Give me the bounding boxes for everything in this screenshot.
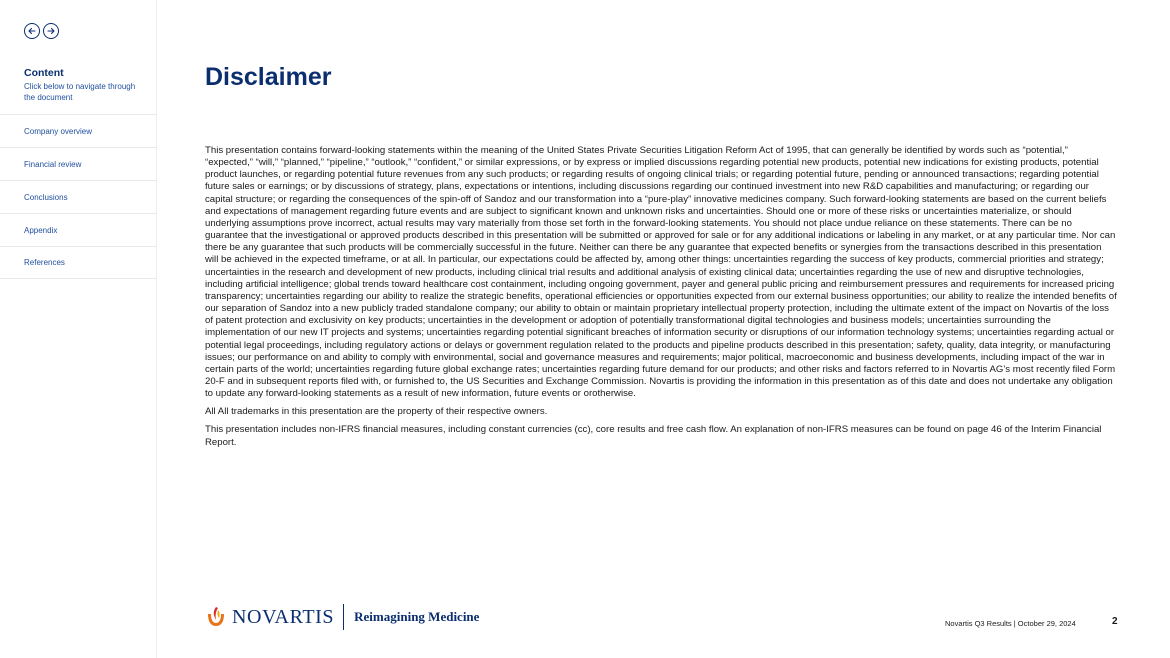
- content-subtitle: Click below to navigate through the document: [24, 82, 136, 102]
- forward-looking-paragraph: This presentation contains forward-looking statements within the meaning of the United States Private Securities Litigation Reform Act of 1995, that can generally be identified by words such as “potential,” “expected,” “will,” “planned,” “pipeline,” “outlook,” “confident,” or similar expressions, or by express or implied discussions regarding potential new products, potential new indications for existing products, potential product launches, or regarding potential future revenues from any such products; or regarding results of ongoing clinical trials; or regarding potential future, pending or announced transactions; regarding potential future sales or earnings; or by discussions of strategy, plans, expectations or intentions, including discussions regarding our continued investment into new R&D capabilities and manufacturing; or regarding our capital structure; or regarding the consequences of the spin-off of Sandoz and our transformation into a “pure-play” innovative medicines company. Such forward-looking statements are based on the current beliefs and expectations of management regarding future events and are subject to significant known and unknown risks and uncertainties. Should one or more of these risks or uncertainties materialize, or should underlying assumptions prove incorrect, actual results may vary materially from those set forth in the forward-looking statements. You should not place undue reliance on these statements. There can be no guarantee that the investigational or approved products described in this presentation will be submitted or approved for sale or for any additional indications or labeling in any market, or at any particular time. Nor can there be any guarantee that such products will be commercially successful in the future. Neither can there be any guarantee that expected benefits or synergies from the transactions described in this presentation will be achieved in the expected timeframe, or at all. In particular, our expectations could be affected by, among other things: uncertainties regarding the success of key products, commercial priorities and strategy; uncertainties in the research and development of new products, including clinical trial results and additional analysis of existing clinical data; uncertainties regarding the use of new and disruptive technologies, including artificial intelligence; global trends toward healthcare cost containment, including ongoing government, payer and general public pricing and reimbursement pressures and requirements for increased pricing transparency; uncertainties regarding our ability to realize the strategic benefits, operational efficiencies or opportunities expected from our external business opportunities; our ability to realize the intended benefits of our separation of Sandoz into a new publicly traded standalone company; our ability to obtain or maintain proprietary intellectual property protection, including the ultimate extent of the impact on Novartis of the loss of patent protection and exclusivity on key products; uncertainties in the development or adoption of potentially transformational digital technologies and business models; uncertainties surrounding the implementation of our new IT projects and systems; uncertainties regarding potential significant breaches of information security or disruptions of our information technology systems; uncertainties regarding actual or potential legal proceedings, including regulatory actions or delays or government regulation related to the products and pipeline products described in this presentation; safety, quality, data integrity, or manufacturing issues; our performance on and ability to comply with environmental, social and governance measures and requirements; major political, macroeconomic and business developments, including impact of the war in certain parts of the world; uncertainties regarding future global exchange rates; uncertainties regarding future demand for our products; and other risks and factors referred to in Novartis AG’s most recently filed Form 20-F and in subsequent reports filed with, or furnished to, the US Securities and Exchange Commission. Novartis is providing the information in this presentation as of this date and does not undertake any obligation to update any forward-looking statements as a result of new information, future events or orotherwise.: [205, 145, 1117, 400]
- page-navigation: [24, 23, 59, 39]
- trademarks-paragraph: All All trademarks in this presentation are the property of their respective owners.: [205, 406, 548, 418]
- sidebar: [0, 0, 157, 658]
- non-ifrs-paragraph: This presentation includes non-IFRS financial measures, including constant currencies (cc), core results and free cash flow. An explanation of non-IFRS measures can be found on page 46 of the Interim Financial Report.: [205, 424, 1102, 448]
- sidebar-item-company-overview[interactable]: Company overview: [0, 114, 156, 147]
- content-title: Content: [24, 67, 64, 79]
- novartis-flame-logo: [205, 605, 227, 629]
- brand-name: NOVARTIS: [232, 605, 335, 628]
- sidebar-item-appendix[interactable]: Appendix: [0, 213, 156, 246]
- logo-divider: [343, 604, 344, 630]
- disclaimer-body: [205, 145, 1117, 455]
- brand-tagline: Reimagining Medicine: [354, 609, 480, 624]
- novartis-logo: [205, 604, 479, 630]
- content-header: [24, 67, 144, 103]
- sidebar-nav: [0, 114, 156, 279]
- page-title: Disclaimer: [205, 63, 332, 91]
- arrow-right-icon: [46, 26, 56, 36]
- arrow-left-icon: [27, 26, 37, 36]
- sidebar-item-financial-review[interactable]: Financial review: [0, 147, 156, 180]
- sidebar-item-conclusions[interactable]: Conclusions: [0, 180, 156, 213]
- footer-meta: Novartis Q3 Results | October 29, 2024: [945, 619, 1076, 628]
- sidebar-item-references[interactable]: References: [0, 246, 156, 279]
- back-button[interactable]: [24, 23, 40, 39]
- page-number: 2: [1112, 616, 1118, 627]
- forward-button[interactable]: [43, 23, 59, 39]
